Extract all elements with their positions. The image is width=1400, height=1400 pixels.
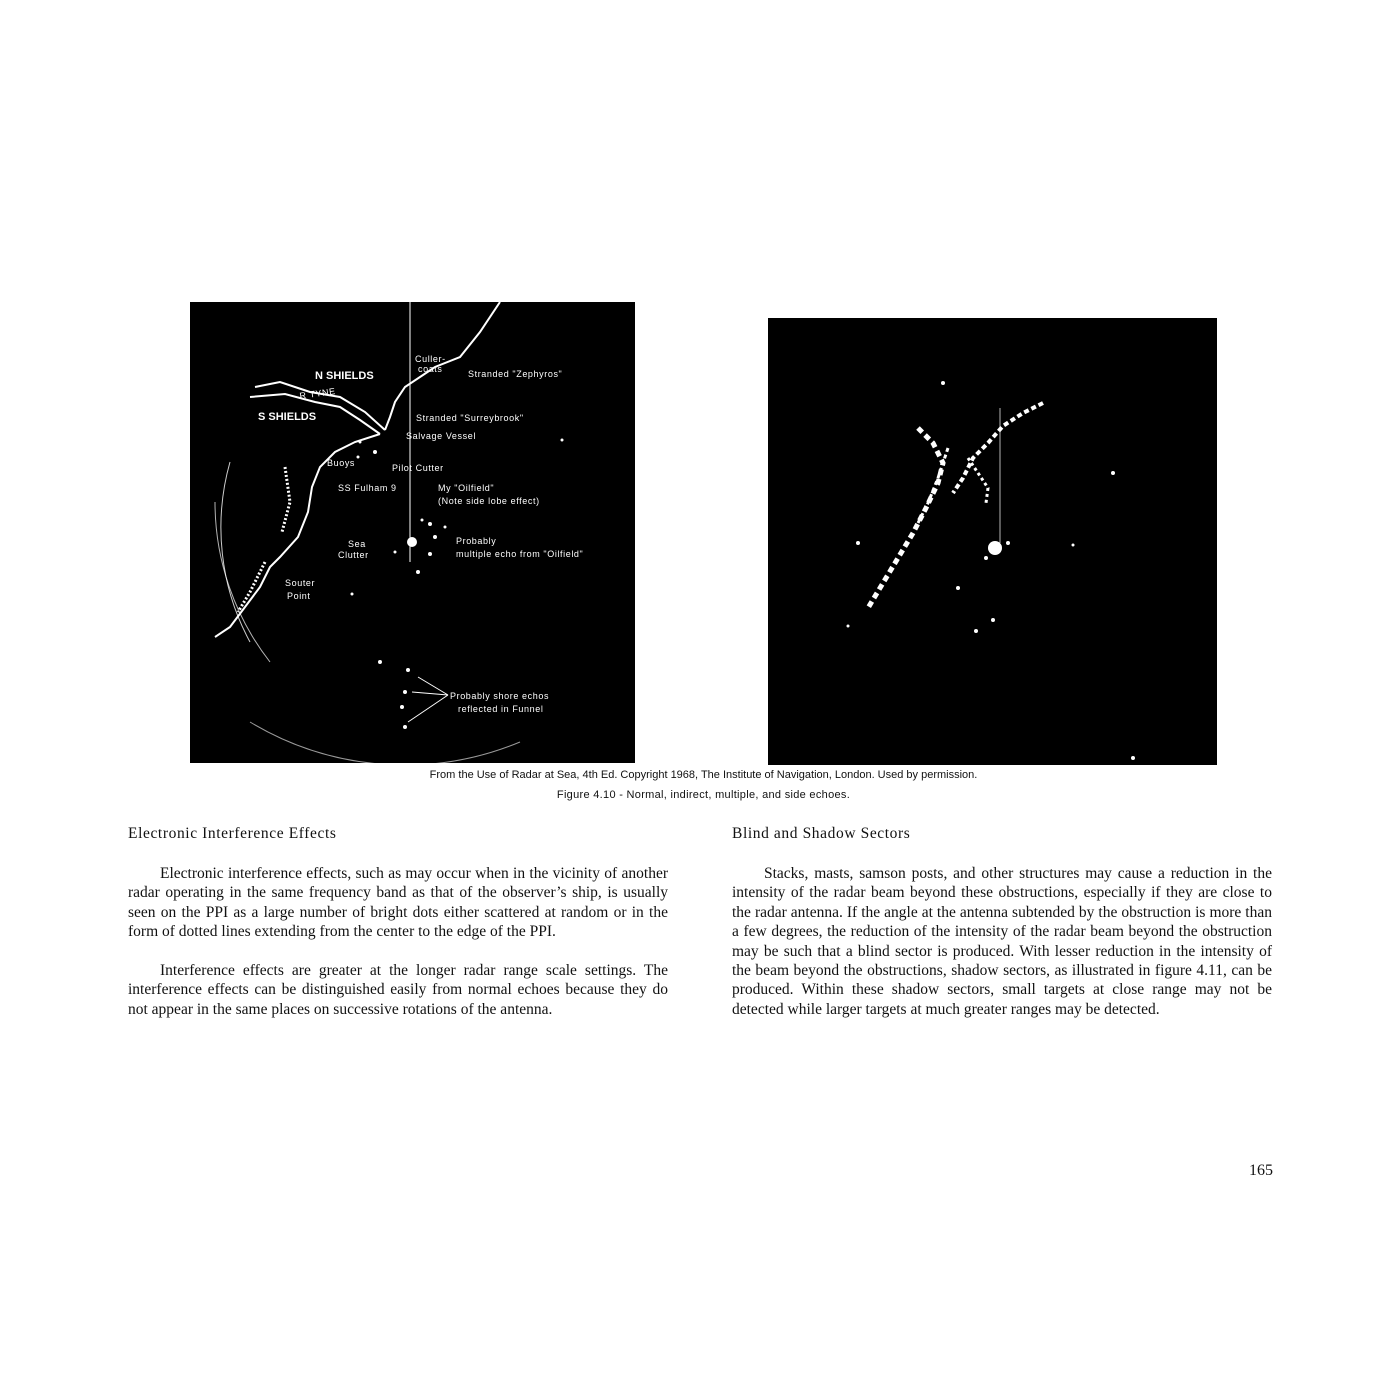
left-column — [128, 864, 668, 1039]
section-heading-blind-shadow-sectors: Blind and Shadow Sectors — [732, 825, 911, 842]
paragraph: Electronic interference effects, such as may occur when in the vicinity of another radar operating in the same frequency band as that of the observer’s ship, is usually seen on the PPI as a large number of bright dots either scattered at random or in the form of dotted lines extending from the center to the edge of the PPI. — [128, 865, 668, 941]
label-ss-fulham: SS Fulham 9 — [338, 483, 397, 493]
label-salvage-vessel: Salvage Vessel — [406, 431, 476, 441]
paragraph: Interference effects are greater at the longer radar range scale settings. The interference effects can be distinguished easily from normal echoes because they do not appear in the same places on successive rotations of the antenna. — [128, 962, 668, 1018]
label-probably-1: Probably — [456, 536, 497, 546]
label-cullercoats-1: Culler- — [415, 354, 446, 364]
label-n-shields: N SHIELDS — [315, 370, 374, 382]
label-probably-2: multiple echo from "Oilfield" — [456, 549, 584, 559]
label-s-shields: S SHIELDS — [258, 411, 317, 423]
label-pilot-cutter: Pilot Cutter — [392, 463, 444, 473]
label-souter-2: Point — [287, 591, 311, 601]
paragraph: Stacks, masts, samson posts, and other structures may cause a reduction in the intensity of the radar beam beyond these obstructions, especially if they are close to the radar antenna. If the angle at the antenna subtended by the obstruction is more than a few degrees, the reduction of the intensity of the radar beam beyond the obstruction may be such that a blind sector is produced. With lesser reduction in the intensity of the beam beyond the obstructions, shadow sectors, as illustrated in figure 4.11, can be produced. Within these shadow sectors, small targets at close range may not be detected while larger targets at much greater ranges may be detected. — [732, 865, 1272, 1018]
label-oilfield-2: (Note side lobe effect) — [438, 496, 540, 506]
label-souter-1: Souter — [285, 578, 316, 588]
section-heading-electronic-interference: Electronic Interference Effects — [128, 825, 337, 842]
page-number: 165 — [1249, 1162, 1273, 1179]
label-r-tyne: R TYNE — [298, 386, 337, 401]
label-shore-1: Probably shore echos — [450, 691, 550, 701]
label-cullercoats-2: coats — [418, 364, 443, 374]
label-sea-2: Clutter — [338, 550, 369, 560]
figure-caption: Figure 4.10 - Normal, indirect, multiple, and side echoes. — [556, 789, 851, 801]
figure-credit: From the Use of Radar at Sea, 4th Ed. Copyright 1968, The Institute of Navigation, London. Used by permission. — [429, 769, 978, 781]
annotated-radar-image — [190, 302, 635, 763]
right-column — [732, 864, 1272, 1039]
label-shore-2: reflected in Funnel — [458, 704, 544, 714]
label-sea-1: Sea — [348, 539, 366, 549]
label-surreybrook: Stranded "Surreybrook" — [416, 413, 524, 423]
label-zephyros: Stranded "Zephyros" — [468, 369, 563, 379]
label-buoys: Buoys — [327, 458, 356, 468]
radar-image — [768, 318, 1217, 765]
label-oilfield-1: My "Oilfield" — [438, 483, 495, 493]
